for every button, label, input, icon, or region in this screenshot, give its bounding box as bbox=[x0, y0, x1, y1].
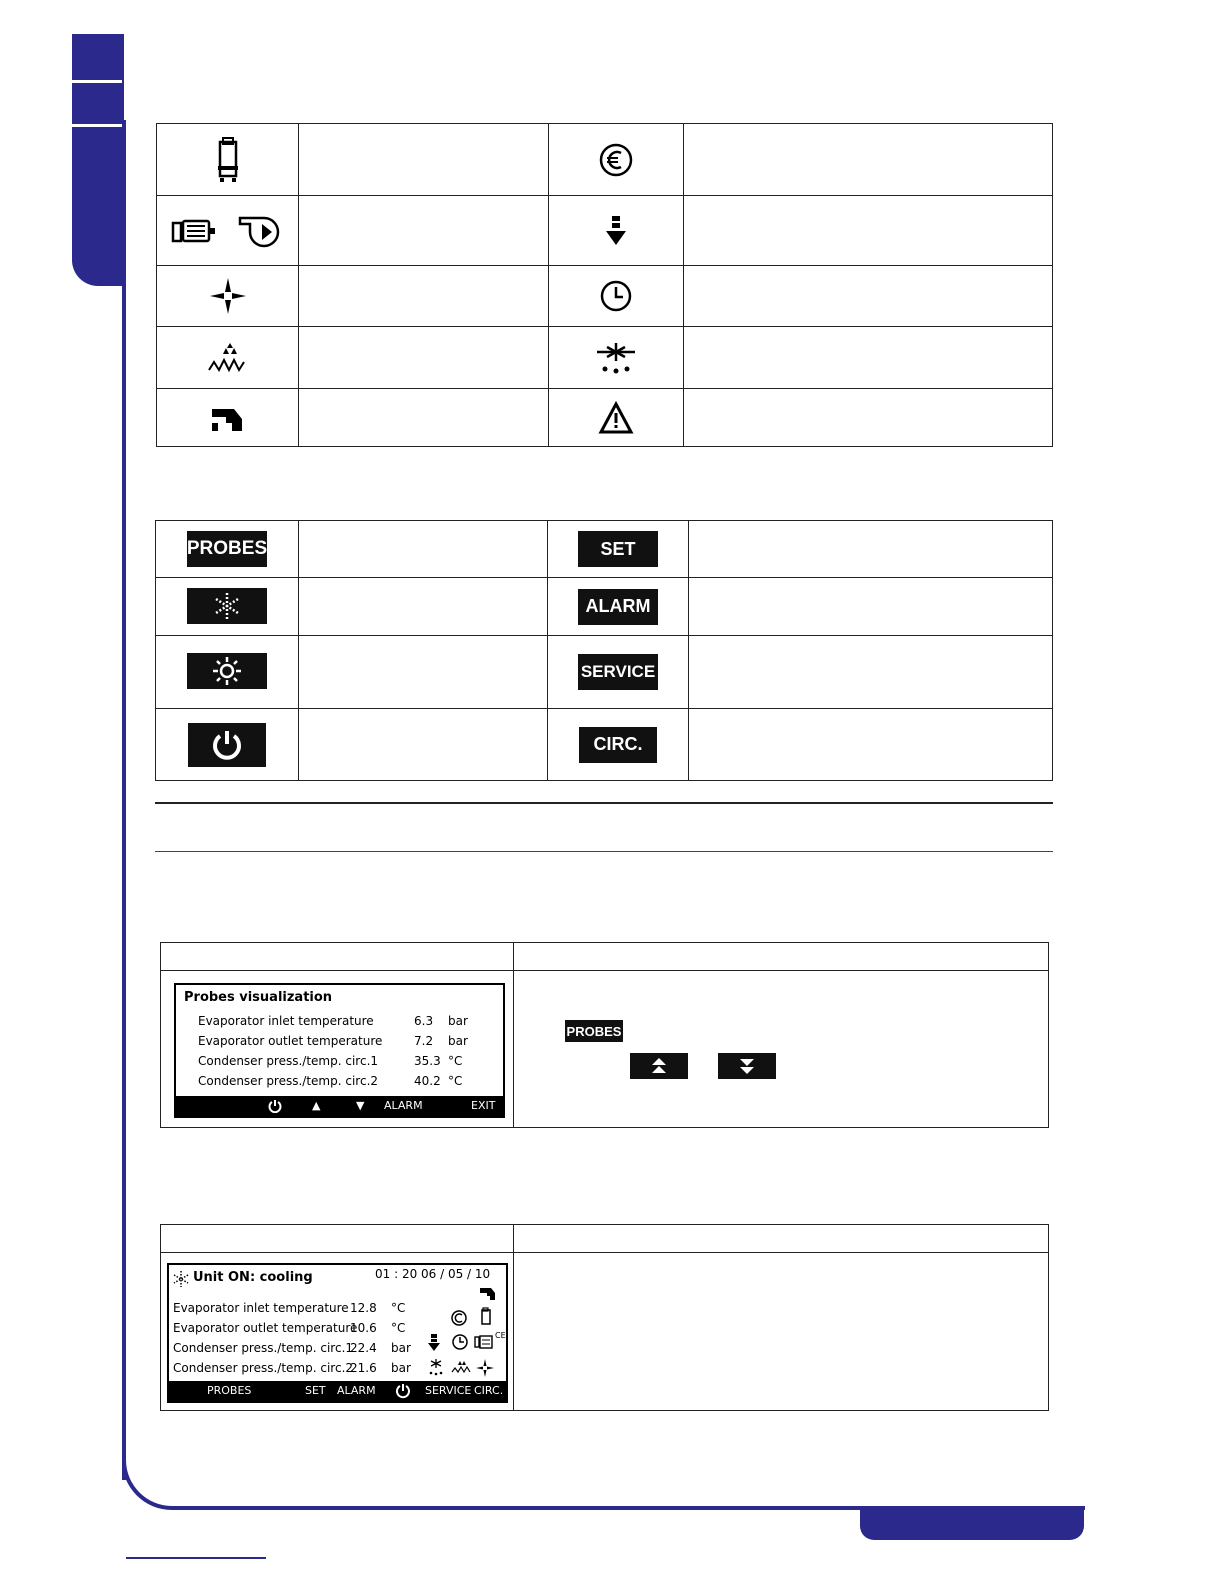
legend-description bbox=[689, 636, 1053, 709]
fan-icon bbox=[157, 266, 299, 327]
key-legend-table bbox=[155, 520, 1053, 781]
arrow-up-icon: ▲ bbox=[312, 1099, 321, 1112]
sun-icon bbox=[212, 656, 242, 686]
scroll-up-key bbox=[630, 1053, 688, 1079]
defrost-icon bbox=[427, 1358, 445, 1376]
clock-date: 01 : 20 06 / 05 / 10 bbox=[375, 1267, 491, 1281]
lcd-row-value: 35.3 bbox=[414, 1054, 441, 1068]
power-icon bbox=[268, 1099, 282, 1113]
defrost-icon bbox=[549, 327, 684, 389]
alarm-key-label: ALARM bbox=[578, 589, 658, 625]
lcd-row-unit: bar bbox=[391, 1361, 411, 1375]
section-rule bbox=[155, 851, 1053, 852]
legend-description bbox=[684, 389, 1053, 447]
lcd-title: Probes visualization bbox=[184, 990, 333, 1005]
table-header-cell bbox=[514, 1225, 1049, 1253]
legend-description bbox=[299, 636, 548, 709]
fan-impeller-icon bbox=[238, 214, 284, 248]
double-arrow-down-icon bbox=[737, 1056, 757, 1076]
double-arrow-up-icon bbox=[649, 1056, 669, 1076]
lcd-service-label: SERVICE bbox=[425, 1384, 472, 1397]
lcd-row-unit: bar bbox=[448, 1014, 468, 1028]
page-number-tab bbox=[860, 1506, 1084, 1540]
euro-icon bbox=[549, 124, 684, 196]
lcd-row-unit: bar bbox=[448, 1034, 468, 1048]
circ-key-label: CIRC. bbox=[579, 727, 657, 763]
pump-motor-icon bbox=[474, 1333, 494, 1351]
clock-icon bbox=[549, 266, 684, 327]
lcd-circ-label: CIRC. bbox=[474, 1384, 504, 1397]
service-key-label: SERVICE bbox=[578, 654, 658, 690]
fan-icon bbox=[475, 1358, 495, 1378]
chapter-tab-divider bbox=[72, 124, 122, 127]
lcd-row-unit: °C bbox=[391, 1321, 406, 1335]
chapter-tab bbox=[72, 34, 124, 286]
lcd-row-unit: bar bbox=[391, 1341, 411, 1355]
legend-description bbox=[689, 521, 1053, 578]
lcd-alarm-label: ALARM bbox=[384, 1099, 423, 1112]
arrow-down-icon bbox=[549, 196, 684, 266]
legend-description bbox=[689, 709, 1053, 781]
lcd-row-value: 10.6 bbox=[350, 1321, 377, 1335]
table-header-cell bbox=[161, 943, 514, 971]
lcd-row-value: 22.4 bbox=[350, 1341, 377, 1355]
lcd-row-label: Evaporator outlet temperature bbox=[198, 1034, 383, 1048]
legend-description bbox=[684, 327, 1053, 389]
lcd-row-value: 6.3 bbox=[414, 1014, 434, 1028]
power-icon bbox=[210, 728, 244, 762]
tap-icon bbox=[479, 1285, 497, 1301]
table-header-cell bbox=[514, 943, 1049, 971]
lcd-row-label: Condenser press./temp. circ.2 bbox=[198, 1074, 379, 1088]
lcd-row-value: 21.6 bbox=[350, 1361, 377, 1375]
probes-lcd-screen bbox=[174, 983, 505, 1118]
legend-description bbox=[684, 266, 1053, 327]
legend-description bbox=[299, 266, 549, 327]
ce-badge: CE bbox=[495, 1331, 506, 1340]
power-icon bbox=[395, 1383, 411, 1399]
lcd-row-label: Condenser press./temp. circ.1 bbox=[198, 1054, 379, 1068]
lcd-alarm-label: ALARM bbox=[337, 1384, 376, 1397]
lcd-row-value: 12.8 bbox=[350, 1301, 377, 1315]
probes-example-table bbox=[160, 942, 1049, 1128]
probes-key-label: PROBES bbox=[187, 531, 267, 567]
lcd-exit-label: EXIT bbox=[471, 1099, 496, 1112]
lcd-row-unit: °C bbox=[391, 1301, 406, 1315]
legend-description bbox=[684, 124, 1053, 196]
table-header-cell bbox=[161, 1225, 514, 1253]
lcd-row-label: Condenser press./temp. circ.1 bbox=[173, 1341, 354, 1355]
lcd-probes-label: PROBES bbox=[207, 1384, 252, 1397]
euro-icon bbox=[451, 1309, 467, 1327]
icon-legend-table bbox=[156, 123, 1053, 447]
warning-icon bbox=[549, 389, 684, 447]
onoff-key bbox=[188, 723, 266, 767]
compressor-icon bbox=[479, 1307, 493, 1327]
lcd-row-value: 7.2 bbox=[414, 1034, 434, 1048]
arrow-down-icon: ▼ bbox=[356, 1099, 365, 1112]
compressor-icon bbox=[157, 124, 299, 196]
lcd-row-unit: °C bbox=[448, 1074, 463, 1088]
scroll-down-key bbox=[718, 1053, 776, 1079]
tap-icon bbox=[157, 389, 299, 447]
snowflake-icon bbox=[213, 592, 241, 620]
lcd-softkey-bar bbox=[169, 1381, 506, 1401]
heat-wave-icon bbox=[157, 327, 299, 389]
heat-wave-icon bbox=[451, 1358, 471, 1374]
lcd-row-label: Evaporator outlet temperature bbox=[173, 1321, 358, 1335]
legend-description bbox=[299, 327, 549, 389]
legend-description bbox=[299, 578, 548, 636]
arrow-down-icon bbox=[427, 1333, 441, 1353]
lcd-set-label: SET bbox=[305, 1384, 326, 1397]
pump-motor-icon bbox=[171, 215, 217, 247]
legend-description bbox=[299, 196, 549, 266]
clock-icon bbox=[451, 1333, 469, 1351]
cooling-key bbox=[187, 588, 267, 624]
legend-description bbox=[299, 124, 549, 196]
probes-key-label: PROBES bbox=[565, 1020, 623, 1042]
main-screen-example-table bbox=[160, 1224, 1049, 1411]
lcd-row-label: Evaporator inlet temperature bbox=[173, 1301, 349, 1315]
section-rule bbox=[155, 802, 1053, 804]
legend-description bbox=[299, 521, 548, 578]
description-cell bbox=[514, 1253, 1049, 1411]
lcd-softkey-bar bbox=[176, 1096, 503, 1116]
chapter-tab-divider bbox=[72, 80, 122, 83]
unit-status: Unit ON: cooling bbox=[193, 1270, 313, 1285]
legend-description bbox=[299, 389, 549, 447]
legend-description bbox=[299, 709, 548, 781]
legend-description bbox=[684, 196, 1053, 266]
set-key-label: SET bbox=[578, 531, 658, 567]
main-lcd-screen bbox=[167, 1263, 508, 1403]
heating-key bbox=[187, 653, 267, 689]
footer-rule bbox=[126, 1557, 266, 1559]
lcd-row-value: 40.2 bbox=[414, 1074, 441, 1088]
lcd-row-unit: °C bbox=[448, 1054, 463, 1068]
snowflake-icon bbox=[173, 1271, 189, 1287]
pump-icons bbox=[157, 196, 299, 266]
lcd-row-label: Condenser press./temp. circ.2 bbox=[173, 1361, 354, 1375]
lcd-row-label: Evaporator inlet temperature bbox=[198, 1014, 374, 1028]
page-frame-left bbox=[122, 120, 126, 1480]
legend-description bbox=[689, 578, 1053, 636]
page-frame-corner bbox=[122, 1440, 182, 1510]
